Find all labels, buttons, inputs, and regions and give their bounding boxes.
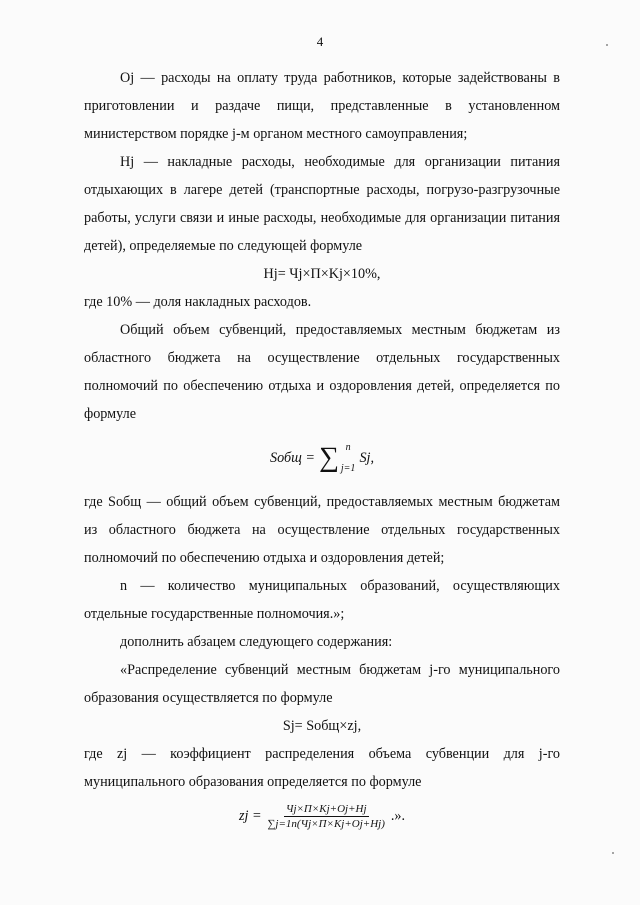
- formula-z-lhs: zj =: [238, 807, 262, 824]
- paragraph-hj: Hj — накладные расходы, необходимые для организации питания отдыхающих в лагере детей (транспортные расходы, погрузо-разгрузочные работы, услуги связи и иные расходы, необходимые для организации питания детей), определяемые по следующей формуле: [84, 154, 560, 254]
- paragraph-n-def: n — количество муниципальных образований, осуществляющих отдельные государственные полномочия.»;: [84, 578, 560, 622]
- sum-lower-limit: j=1: [340, 463, 356, 474]
- sum-upper-limit: n: [345, 442, 351, 453]
- formula-z-tail: .».: [390, 807, 406, 824]
- paragraph-distribution: «Распределение субвенций местным бюджетам j-го муниципального образования осуществляется по формуле: [84, 662, 560, 706]
- paragraph-total-volume: Общий объем субвенций, предоставляемых местным бюджетам из областного бюджета на осуществление отдельных государственных полномочий по обеспечению отдыха и оздоровления детей, определяется по формуле: [84, 322, 560, 422]
- formula-z-fraction: [266, 802, 387, 831]
- scan-speck: [606, 44, 608, 46]
- sum-limits: [341, 442, 356, 474]
- formula-z-denominator: ∑j=1n(Чj×П×Kj+Oj+Hj): [267, 817, 385, 830]
- document-body: [84, 64, 560, 836]
- formula-z-numerator: Чj×П×Kj+Oj+Hj: [285, 802, 367, 815]
- formula-hj: Hj= Чj×П×Kj×10%,: [263, 266, 381, 282]
- scan-speck: [612, 852, 614, 854]
- paragraph-supplement: дополнить абзацем следующего содержания:: [120, 634, 393, 650]
- paragraph-where-s: где Sобщ — общий объем субвенций, предоставляемых местным бюджетам из областного бюджета на осуществление отдельных государственных полномочий по обеспечению отдыха и оздоровления детей;: [84, 494, 560, 566]
- paragraph-where-z: где zj — коэффициент распределения объема субвенции для j-го муниципального образования определяется по формуле: [84, 746, 560, 790]
- formula-sj: Sj= Sобщ×zj,: [282, 718, 362, 734]
- sigma-symbol: ∑: [318, 442, 339, 473]
- paragraph-oj: Oj — расходы на оплату труда работников, которые задействованы в приготовлении и раздаче пищи, представленные в установленном министерством порядке j-м органом местного самоуправления;: [84, 70, 560, 142]
- formula-z: [84, 796, 560, 836]
- formula-s-total: [84, 428, 560, 488]
- formula-s-rhs: Sj,: [359, 449, 375, 466]
- formula-s-lhs: Sобщ =: [269, 449, 315, 466]
- paragraph-where-10: где 10% — доля накладных расходов.: [84, 294, 312, 310]
- page-number: 4: [316, 34, 324, 49]
